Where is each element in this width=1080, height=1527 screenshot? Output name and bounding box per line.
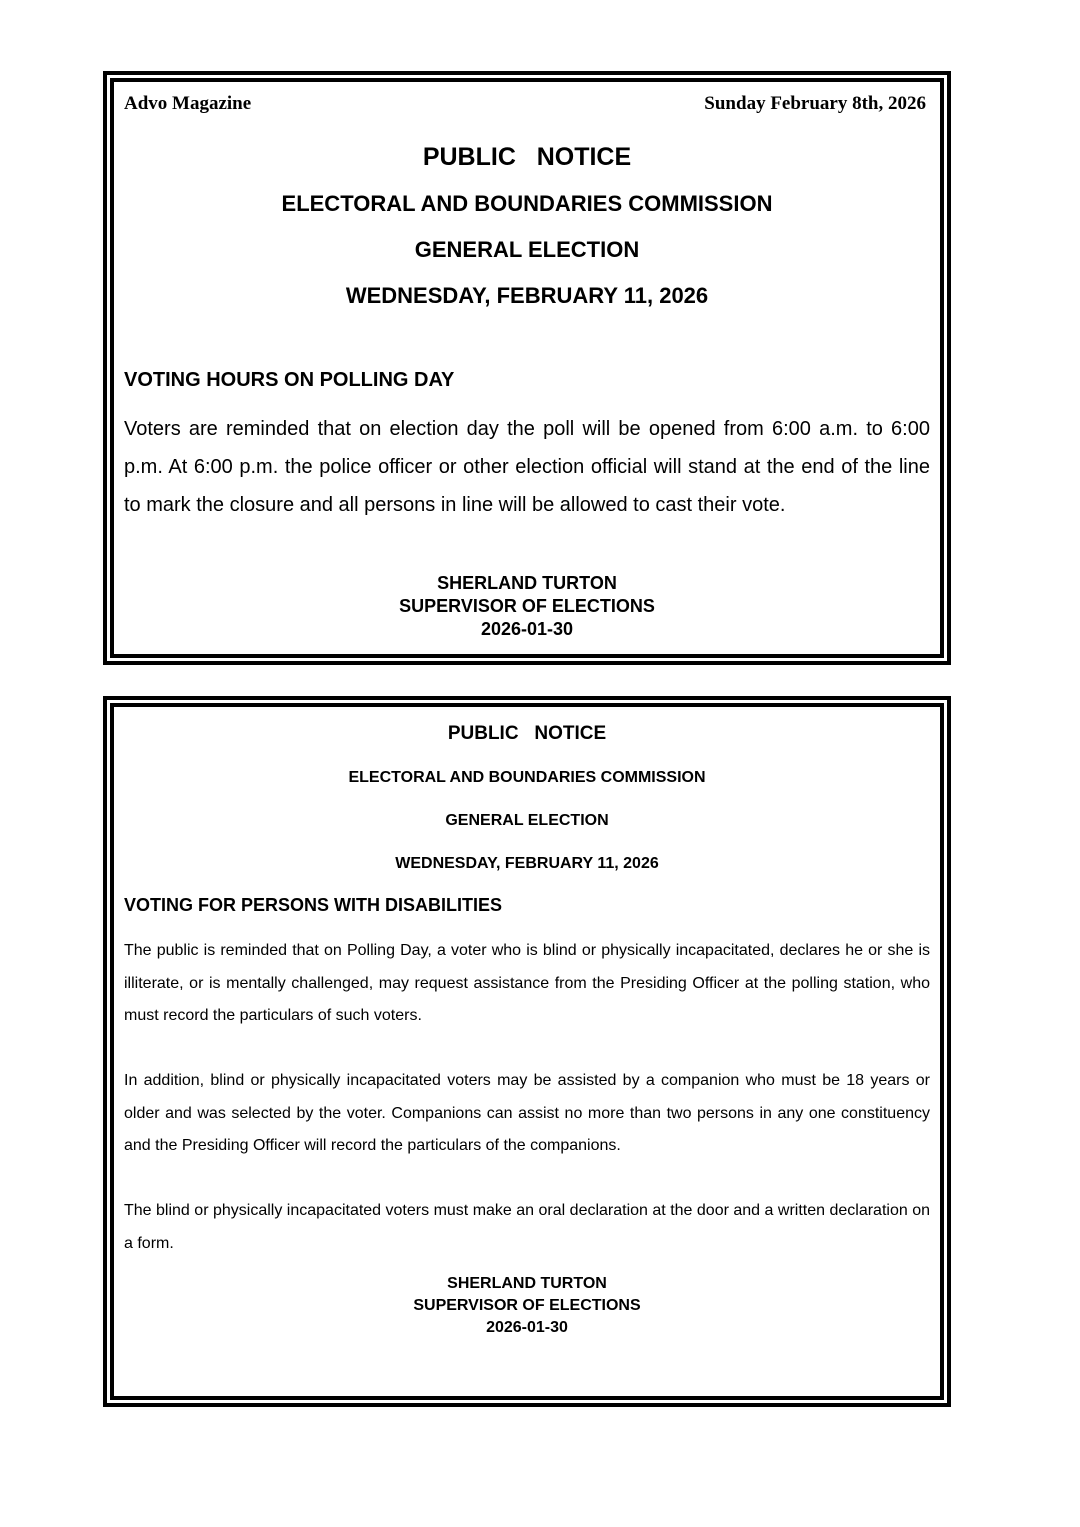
- signed-date: 2026-01-30: [486, 1319, 568, 1336]
- notice-frame: [110, 703, 944, 1400]
- notice-election-date: WEDNESDAY, FEBRUARY 11, 2026: [345, 283, 709, 308]
- notice-title: PUBLIC NOTICE: [422, 143, 632, 171]
- masthead: [124, 94, 926, 113]
- notice-paragraph: The blind or physically incapacitated voters must make an oral declaration at the door and a written declaration on a form.: [124, 1202, 930, 1252]
- signed-date: 2026-01-30: [480, 619, 574, 639]
- notice-body: Voters are reminded that on election day the poll will be opened from 6:00 a.m. to 6:00 p.m. At 6:00 p.m. the police officer or other election official will stand at the end of the line to mark the closure and all persons in line will be allowed to cast their vote.: [124, 418, 930, 516]
- notice-heading: VOTING HOURS ON POLLING DAY: [124, 369, 455, 391]
- notice-election-date: WEDNESDAY, FEBRUARY 11, 2026: [395, 855, 659, 872]
- signatory-name: SHERLAND TURTON: [447, 1275, 607, 1292]
- publication-date: Sunday February 8th, 2026: [704, 93, 926, 114]
- signatory-title: SUPERVISOR OF ELECTIONS: [413, 1297, 641, 1314]
- signature-block: [114, 1273, 940, 1339]
- publication-name: Advo Magazine: [124, 93, 252, 114]
- notice-paragraph: In addition, blind or physically incapacitated voters may be assisted by a companion who must be 18 years or older and was selected by the voter. Companions can assist no more than two persons in any one constituency and the Presiding Officer will record the particulars of the companions.: [124, 1072, 930, 1154]
- signatory-name: SHERLAND TURTON: [437, 573, 617, 593]
- disabilities-voting-notice: [103, 696, 951, 1407]
- signatory-title: SUPERVISOR OF ELECTIONS: [399, 596, 655, 616]
- notice-organization: ELECTORAL AND BOUNDARIES COMMISSION: [348, 769, 706, 786]
- notice-paragraph: The public is reminded that on Polling Day, a voter who is blind or physically incapacitated, declares he or she is illiterate, or is mentally challenged, may request assistance from the Presiding Officer at the polling station, who must record the particulars of such voters.: [124, 942, 930, 1024]
- notice-election: GENERAL ELECTION: [445, 812, 609, 829]
- signature-block: [114, 572, 940, 641]
- notice-organization: ELECTORAL AND BOUNDARIES COMMISSION: [281, 191, 773, 216]
- notice-title: PUBLIC NOTICE: [447, 723, 607, 744]
- notice-frame: [110, 78, 944, 658]
- notice-election: GENERAL ELECTION: [414, 237, 640, 262]
- notice-heading: VOTING FOR PERSONS WITH DISABILITIES: [124, 895, 503, 915]
- voting-hours-notice: [103, 71, 951, 665]
